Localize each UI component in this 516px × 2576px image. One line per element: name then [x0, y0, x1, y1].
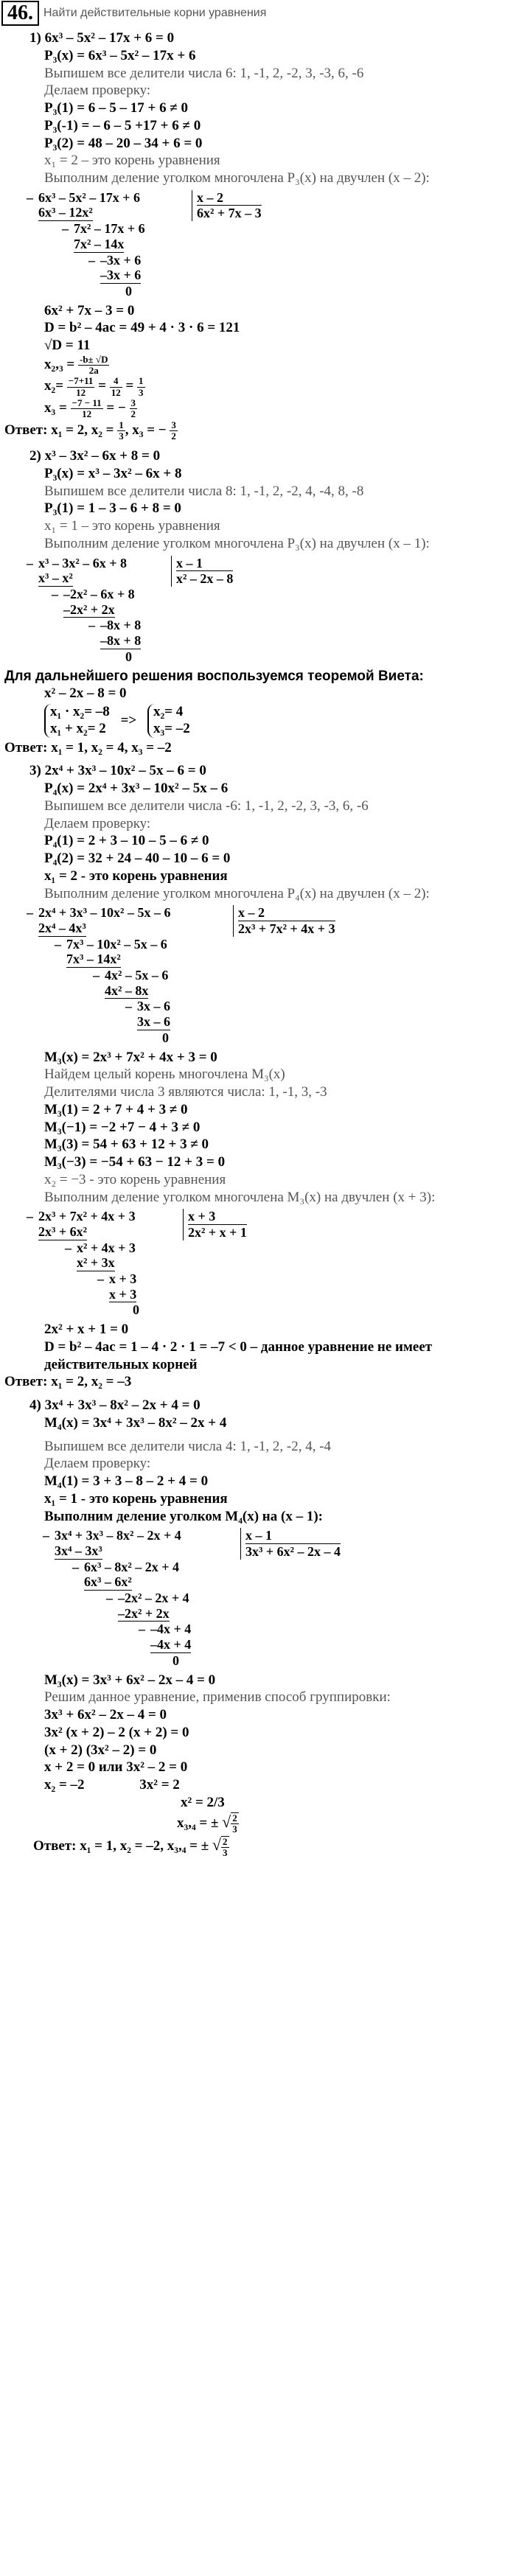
group-note: Решим данное уравнение, применив способ группировки: — [44, 1689, 391, 1706]
quotient: 2x³ + 7x² + 4x + 3 — [238, 921, 335, 937]
division-note: Выполним деление уголком M₄(x) на (x – 1): — [44, 1508, 323, 1524]
problem-statement: 4) 3x⁴ + 3x³ – 8x² – 2x + 4 = 0 — [29, 1397, 201, 1414]
remainder: 7x² – 17x + 6 — [74, 221, 145, 237]
fraction: $\frac{1}{3}$ — [139, 375, 144, 398]
exercise-title: Найти действительные корни уравнения — [43, 7, 267, 19]
root-note: x₂ = −3 - это корень уравнения — [44, 1171, 226, 1187]
subtrahend: x³ – x² — [38, 570, 73, 586]
subtrahend: x² + 3x — [77, 1255, 115, 1271]
long-division: – 3x⁴ + 3x³ – 8x² – 2x + 4 x – 1 3x³ + 6x² – 2x – 4 3x⁴ – 3x³ – 6x³ – 8x² – 2x + 4 6x³ – 6x² – –2x² – 2x + 4 –2x² + 2x – –4x + 4 –4x + 4 0 — [43, 1528, 341, 1668]
long-division: – x³ – 3x² – 6x + 8 x – 1 x² – 2x – 8 x³ – x² – –2x² – 6x + 8 –2x² + 2x – –8x + 8 –8x + 8 0 — [27, 555, 234, 664]
subtrahend: 2x³ + 6x² — [38, 1224, 88, 1239]
final-remainder: 0 — [162, 1030, 169, 1045]
divisors-line: Выпишем все делители числа 4: 1, -1, 2, -2, 4, -4 — [44, 1438, 332, 1454]
fraction: $\frac{3}{2}$ — [130, 397, 136, 420]
quotient: 6x² + 7x – 3 — [197, 206, 262, 221]
divisors-line: Выпишем все делители числа -6: 1, -1, 2, -2, 3, -3, 6, -6 — [44, 797, 369, 814]
subtrahend: –3x + 6 — [100, 268, 142, 283]
check-line: P₃(2) = 48 – 20 – 34 + 6 = 0 — [44, 135, 203, 151]
polynomial-line: P₃(x) = x³ – 3x² – 6x + 8 — [44, 465, 182, 481]
remainder: 6x³ – 8x² – 2x + 4 — [84, 1559, 180, 1574]
formula-label: x₂,₃ = — [44, 356, 75, 372]
dividend: 3x⁴ + 3x³ – 8x² – 2x + 4 — [55, 1528, 181, 1543]
subtrahend: 7x² – 14x — [74, 236, 125, 251]
final-remainder: 0 — [125, 649, 132, 664]
vieta-note: Для дальнейшего решения воспользуемся теоремой Виета: — [4, 668, 424, 684]
root-note: x₁ = 2 – это корень уравнения — [44, 153, 220, 169]
problem-1 — [0, 29, 516, 441]
divisor: x – 1 — [176, 556, 233, 572]
check-line: M₃(−3) = −54 + 63 − 12 + 3 = 0 — [44, 1154, 226, 1170]
grouping-step: (x + 2) (3x² – 2) = 0 — [44, 1742, 157, 1758]
check-line: P₄(1) = 2 + 3 – 10 – 5 – 6 ≠ 0 — [44, 833, 209, 849]
find-root-note: Найдем целый корень многочлена M₃(x) — [44, 1067, 285, 1083]
polynomial-line: P₃(x) = 6x³ – 5x² – 17x + 6 — [44, 47, 196, 63]
reduced-polynomial: M₃(x) = 3x³ + 6x² – 2x – 4 = 0 — [44, 1672, 216, 1688]
subtrahend: 3x – 6 — [137, 1014, 170, 1030]
quotient: 2x² + x + 1 — [188, 1224, 247, 1240]
remainder: x² + 4x + 3 — [77, 1240, 136, 1255]
problem-4 — [0, 1397, 516, 1858]
remainder: x + 3 — [109, 1271, 137, 1287]
discriminant-cont: действительных корней — [44, 1356, 198, 1372]
dividend: 2x⁴ + 3x³ – 10x² – 5x – 6 — [38, 905, 171, 921]
sqrt-discriminant: √D = 11 — [44, 338, 91, 354]
quotient: x² – 2x – 8 — [176, 571, 234, 587]
remainder: 7x³ – 10x² – 5x – 6 — [66, 936, 167, 952]
check-title: Делаем проверку: — [44, 83, 151, 99]
final-remainder: 0 — [125, 283, 132, 299]
discriminant: D = b² – 4ac = 1 – 4 · 2 · 1 = –7 < 0 – данное уравнение не имеет — [44, 1338, 433, 1355]
root-note: x₁ = 1 - это корень уравнения — [44, 1490, 228, 1507]
division-note: Выполним деление уголком многочлена M₃(x) на двучлен (x + 3): — [44, 1189, 436, 1205]
roots-formula — [0, 355, 516, 377]
long-division: – 2x⁴ + 3x³ – 10x² – 5x – 6 x – 2 2x³ + 7x² + 4x + 3 2x⁴ – 4x³ – 7x³ – 10x² – 5x – 6 7x³ – 14x² – 4x² – 5x – 6 4x² – 8x – 3x – 6 3x – 6 0 — [27, 905, 335, 1045]
subtrahend: 6x³ – 12x² — [38, 205, 93, 220]
remainder: 3x – 6 — [137, 999, 170, 1014]
check-line: P₃(1) = 1 – 3 – 6 + 8 = 0 — [44, 500, 181, 517]
root-x2: x₂= $\frac{-7+11}{12}$ = $\frac{4}{12}$ = $\frac{1}{3}$ — [44, 375, 144, 398]
subtrahend: 2x⁴ – 4x³ — [38, 921, 86, 936]
remainder: –3x + 6 — [100, 252, 142, 268]
subtrahend: –2x² + 2x — [118, 1605, 170, 1621]
check-line: M₃(3) = 54 + 63 + 12 + 3 ≠ 0 — [44, 1137, 209, 1153]
root-note: x₁ = 1 – это корень уравнения — [44, 518, 220, 534]
remainder: –2x² – 6x + 8 — [63, 587, 135, 602]
fraction: $\frac{-7+11}{12}$ — [68, 375, 94, 398]
divisor: x + 3 — [188, 1209, 247, 1225]
division-note: Выполним деление уголком многочлена P₃(x) на двучлен (x – 2): — [44, 170, 430, 186]
divisors-line: Делителями числа 3 являются числа: 1, -1, 3, -3 — [44, 1084, 327, 1100]
root-x3: x₃ = $\frac{-7 - 11}{12}$ = − $\frac{3}{2}$ — [44, 397, 136, 420]
remainder: –8x + 8 — [100, 618, 142, 633]
subtrahend: 3x⁴ – 3x³ — [55, 1543, 102, 1559]
problem-2 — [0, 447, 516, 756]
subtrahend: –8x + 8 — [100, 633, 142, 649]
fraction: $\frac{-b\pm √D}{2a}$ — [79, 353, 108, 377]
subtrahend: 7x³ – 14x² — [66, 952, 121, 967]
long-division: – 6x³ – 5x² – 17x + 6 x – 2 6x² + 7x – 3 6x³ – 12x² – 7x² – 17x + 6 7x² – 14x – –3x + 6 –3x + 6 0 — [22, 190, 516, 299]
answer: Ответ: x₁ = 2, x₂ = $\frac{1}{3}$ , x₃ = − $\frac{3}{2}$ — [4, 419, 176, 441]
problem-statement: 3) 2x⁴ + 3x³ – 10x² – 5x – 6 = 0 — [29, 763, 206, 779]
fraction: $\frac{3}{2}$ — [171, 419, 176, 441]
answer: Ответ: x₁ = 1, x₂ = 4, x₃ = –2 — [4, 739, 172, 755]
subtrahend: –2x² + 2x — [63, 601, 115, 617]
subtrahend: 6x³ – 6x² — [84, 1574, 132, 1590]
final-remainder: 0 — [172, 1652, 179, 1668]
dividend: x³ – 3x² – 6x + 8 — [38, 555, 128, 570]
subtrahend: x + 3 — [109, 1286, 137, 1302]
polynomial-line: P₄(x) = 2x⁴ + 3x³ – 10x² – 5x – 6 — [44, 781, 229, 797]
division-row: – 6x³ – 5x² – 17x + 6 x – 2 6x² + 7x – 3 — [27, 189, 262, 221]
grouping-step: x₃,₄ = ± √ $\frac{2}{3}$ — [177, 1812, 237, 1835]
answer: Ответ: x₁ = 2, x₂ = –3 — [4, 1374, 132, 1390]
check-line: P₃(-1) = – 6 – 5 +17 + 6 ≠ 0 — [44, 117, 201, 133]
exercise-header — [0, 0, 516, 27]
grouping-step: x₂ = –2 3x² = 2 — [44, 1777, 180, 1793]
dividend: 6x³ – 5x² – 17x + 6 — [38, 189, 141, 205]
exercise-number: 46. — [1, 1, 39, 26]
final-remainder: 0 — [133, 1302, 139, 1318]
system-left: x₁ · x₂= –8 x₁ + x₂= 2 — [44, 704, 110, 738]
subtrahend: –4x + 4 — [150, 1637, 192, 1652]
grouping-step: 3x³ + 6x² – 2x – 4 = 0 — [44, 1707, 167, 1723]
check-title: Делаем проверку: — [44, 1456, 151, 1472]
division-note: Выполним деление уголком многочлена P₄(x) на двучлен (x – 2): — [44, 885, 430, 901]
answer: Ответ: x₁ = 1, x₂ = –2, x₃,₄ = ± √ $\frac{2}{3}$ — [33, 1835, 228, 1859]
check-line: M₄(1) = 3 + 3 – 8 – 2 + 4 = 0 — [44, 1473, 209, 1490]
problem-3 — [0, 762, 516, 1391]
problem-statement: 1) 6x³ – 5x² – 17x + 6 = 0 — [29, 30, 175, 46]
grouping-step: x + 2 = 0 или 3x² – 2 = 0 — [44, 1759, 188, 1776]
subtrahend: 4x² – 8x — [105, 982, 149, 998]
solution-content — [0, 29, 516, 1858]
dividend: 2x³ + 7x² + 4x + 3 — [38, 1209, 136, 1224]
vieta-system: x₁ · x₂= –8 x₁ + x₂= 2 => x₂= 4 x₃= –2 — [0, 704, 516, 738]
problem-statement: 2) x³ – 3x² – 6x + 8 = 0 — [29, 448, 161, 464]
divisor: x – 1 — [245, 1528, 341, 1544]
quadratic-equation: 2x² + x + 1 = 0 — [44, 1322, 129, 1338]
check-title: Делаем проверку: — [44, 815, 151, 831]
remainder: –2x² – 2x + 4 — [118, 1591, 189, 1606]
quadratic-equation: x² – 2x – 8 = 0 — [44, 685, 127, 702]
divisors-line: Выпишем все делители числа 6: 1, -1, 2, -2, 3, -3, 6, -6 — [44, 65, 364, 81]
root-note: x₁ = 2 - это корень уравнения — [44, 868, 228, 884]
check-line: M₃(−1) = −2 +7 − 4 + 3 ≠ 0 — [44, 1119, 201, 1135]
fraction: $\frac{1}{3}$ — [119, 419, 124, 441]
grouping-step: x² = 2/3 — [181, 1794, 225, 1810]
divisors-line: Выпишем все делители числа 8: 1, -1, 2, -2, 4, -4, 8, -8 — [44, 483, 364, 499]
fraction: $\frac{-7 - 11}{12}$ — [72, 397, 102, 420]
long-division: – 2x³ + 7x² + 4x + 3 x + 3 2x² + x + 1 2x³ + 6x² – x² + 4x + 3 x² + 3x – x + 3 x + 3 0 — [27, 1209, 247, 1318]
check-line: P₄(2) = 32 + 24 – 40 – 10 – 6 = 0 — [44, 851, 231, 867]
discriminant: D = b² – 4ac = 49 + 4 · 3 · 6 = 121 — [44, 320, 240, 336]
quotient: 3x³ + 6x² – 2x – 4 — [245, 1544, 341, 1560]
check-line: P₃(1) = 6 – 5 – 17 + 6 ≠ 0 — [44, 100, 189, 116]
remainder: 4x² – 5x – 6 — [105, 968, 169, 983]
division-note: Выполним деление уголком многочлена P₃(x) на двучлен (x – 1): — [44, 535, 430, 551]
remainder: –4x + 4 — [150, 1622, 192, 1637]
fraction: $\frac{2}{3}$ — [232, 1812, 237, 1835]
quadratic-equation: 6x² + 7x – 3 = 0 — [44, 302, 135, 318]
check-line: M₃(1) = 2 + 7 + 4 + 3 ≠ 0 — [44, 1101, 188, 1117]
system-right: x₂= 4 x₃= –2 — [147, 704, 190, 738]
fraction: $\frac{2}{3}$ — [223, 1835, 228, 1859]
reduced-polynomial: M₃(x) = 2x³ + 7x² + 4x + 3 = 0 — [44, 1049, 217, 1065]
grouping-step: 3x² (x + 2) – 2 (x + 2) = 0 — [44, 1724, 189, 1740]
polynomial-line: M₄(x) = 3x⁴ + 3x³ – 8x² – 2x + 4 — [44, 1414, 227, 1431]
fraction: $\frac{4}{12}$ — [111, 375, 121, 398]
divisor: x – 2 — [197, 190, 262, 206]
divisor: x – 2 — [238, 905, 335, 921]
